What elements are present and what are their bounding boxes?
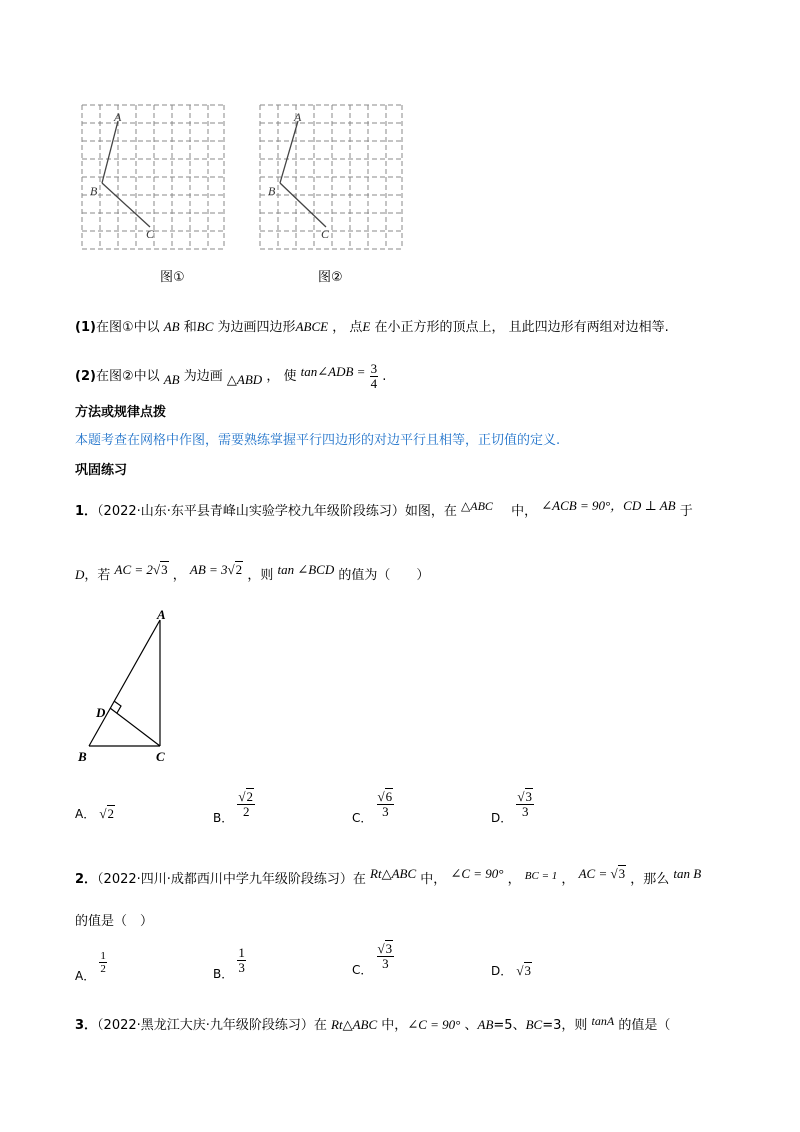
question-2-line-1 [75,866,702,889]
option-denominator: 2 [242,804,250,819]
ab-label: AB [477,1017,494,1032]
triangle-abc-label: △ABC [461,499,493,513]
option-label: D． [491,811,513,825]
option-denominator: 2 [100,963,106,975]
q1-option-c[interactable] [352,789,394,825]
angle-c-condition: ∠C = 90° [407,1017,461,1032]
segment-ab [102,121,118,183]
option-radicand: 6 [385,789,393,804]
q2-option-b[interactable] [213,945,246,981]
part-1-text-c: 为边画四边形 [217,320,296,335]
task-part-1 [75,318,669,337]
part-1-text-e: 在小正方形的顶点上， 且此四边形有两组对边相等. [374,320,669,335]
question-3-number: 3． [75,1018,98,1033]
bc-label: BC [525,1017,543,1032]
fraction-numerator: 3 [370,361,378,376]
option-radicand: 2 [107,806,114,821]
ac-radicand: 3 [618,866,626,881]
diagram-label-d: D [96,705,106,720]
rt-triangle-label: Rt△ABC [331,1017,378,1032]
side-ab [89,620,160,746]
altitude-cd [110,708,160,746]
tan-bcd-expression: tan ∠BCD [277,562,335,577]
option-value [237,790,255,819]
segment-bc [280,183,326,227]
option-numerator: √6 [377,789,393,804]
segment-ab-label: AB [163,372,180,387]
part-2-text-a: 在图②中以 [95,369,160,384]
question-2-source: （2022·四川·成都西川中学九年级阶段练习）在 [97,872,366,887]
question-1-diagram [72,606,182,766]
part-2-text-b: 为边画 [183,369,223,384]
ac-sqrt: √3 [610,866,626,881]
q1-option-d[interactable] [491,789,534,825]
question-3-text-d: =3，则 [542,1018,588,1033]
question-3-text-b: 、 [464,1018,478,1033]
tan-a-expression: tanA [591,1014,615,1028]
option-numerator: 1 [238,945,245,960]
ac-value-prefix: AC = [578,866,611,881]
q1-option-a[interactable] [75,805,115,824]
diagram-label-b: B [78,749,87,764]
triangle-abd-label: △ABD [226,372,263,387]
ac-value [115,562,169,577]
segment-bc-label: BC [196,319,214,334]
option-denominator: 3 [382,804,389,819]
part-2-number: (2) [75,369,96,384]
option-label: C． [352,963,373,977]
option-numerator: √3 [377,941,393,956]
grid-figure-1 [80,103,226,253]
question-2-text-c: ， [561,872,575,887]
option-label: C． [352,811,373,825]
question-3-text-a: 中， [381,1018,408,1033]
rt-triangle-label: Rt△ABC [370,866,417,881]
question-3-source: （2022·黑龙江大庆·九年级阶段练习）在 [97,1018,327,1033]
question-2-text-a: 中， [420,872,447,887]
diagram-label-a: A [157,607,166,622]
figure-2-caption: 图② [318,270,343,285]
task-part-2 [75,362,386,391]
fraction-three-quarters [370,362,379,391]
question-3-text-e: 的值是（ [618,1018,671,1033]
option-denominator: 3 [521,804,529,819]
question-3-line-1 [75,1016,670,1035]
option-radicand: 3 [524,963,532,978]
question-1-line-1 [75,498,693,521]
segment-ab [280,121,298,183]
option-label: A． [75,807,96,821]
part-1-text-a: 在图①中以 [95,320,160,335]
point-d-label: D [75,567,85,582]
part-1-text-d: ， 点 [332,320,363,335]
part-1-text-b: 和 [183,320,197,335]
ac-sqrt: √3 [152,562,168,577]
label-a: A [294,110,302,124]
angle-c-condition: ∠C = 90° [450,866,504,881]
ac-radicand: 3 [161,562,168,577]
segment-ab-label: AB [163,319,180,334]
question-2-text-d: ，那么 [630,872,670,887]
grid-figure-2 [258,103,404,253]
ab-value [190,562,243,577]
option-label: B． [213,967,234,981]
question-1-source: （2022·山东·东平县青峰山实验学校九年级阶段练习）如图，在 [97,504,457,519]
figure-1-caption: 图① [160,270,185,285]
method-text: 本题考查在网格中作图，需要熟练掌握平行四边形的对边平行且相等，正切值的定义. [75,433,561,448]
option-radicand: 3 [525,789,533,804]
option-denominator: 3 [382,956,389,971]
part-1-number: (1) [75,320,96,335]
ab-value-prefix: AB = 3 [189,562,228,577]
option-value [237,946,246,975]
option-numerator: √3 [517,789,533,804]
question-1-text-c: ，若 [84,568,111,583]
grid-figure-2-svg [258,103,404,253]
question-1-diagram-svg [72,606,182,766]
question-1-text-f: 的值为（ ） [338,568,430,583]
q2-option-a[interactable] [75,950,107,983]
question-2-text-b: ， [507,872,521,887]
q2-option-c[interactable] [352,941,394,977]
option-value [377,942,395,971]
question-1-text-e: ，则 [247,568,274,583]
diagram-label-c: C [156,749,165,764]
option-value: √3 [516,963,532,978]
ac-value [579,866,627,881]
q2-option-d[interactable] [491,962,532,981]
tan-b-expression: tan B [673,866,702,881]
question-1-line-2 [75,562,430,585]
ab-sqrt: √2 [227,562,243,577]
question-2-line-2: 的值是（ ） [75,914,154,929]
option-value [516,790,534,819]
option-label: B． [213,811,234,825]
ab-radicand: 2 [235,562,243,577]
question-1-text-a: 中， [511,504,538,519]
option-value: √2 [99,806,114,821]
question-3-text-c: =5、 [493,1018,526,1033]
option-value [99,950,107,975]
fraction-denominator: 4 [370,376,378,391]
label-b: B [90,184,98,198]
question-2-number: 2． [75,872,98,887]
option-numerator: 1 [100,950,106,962]
label-a: A [114,110,122,124]
option-radicand: 2 [246,789,254,804]
q1-option-b[interactable] [213,789,255,825]
part-2-text-c: ， 使 [266,369,297,384]
option-numerator: √2 [238,789,254,804]
tan-adb-expression: tan∠ADB = [300,364,366,379]
option-label: D． [491,964,513,978]
question-1-text-b: 于 [679,504,693,519]
option-label: A． [75,969,96,983]
option-denominator: 3 [238,960,245,975]
label-c: C [321,227,330,241]
label-c: C [146,227,155,241]
bc-value: BC = 1 [524,870,558,882]
option-radicand: 3 [385,941,393,956]
grid-figure-1-svg [80,103,226,253]
label-b: B [268,184,276,198]
point-e-label: E [362,319,371,334]
practice-heading: 巩固练习 [75,463,128,478]
part-2-text-d: . [382,369,387,384]
question-1-number: 1． [75,504,98,519]
quadrilateral-label: ABCE [295,319,329,334]
question-1-text-d: ， [172,568,186,583]
method-heading: 方法或规律点拨 [75,405,167,420]
option-value [377,790,395,819]
angle-acb-condition: ∠ACB = 90°，CD ⊥ AB [541,498,676,513]
ac-value-prefix: AC = 2 [114,562,153,577]
segment-bc [102,183,150,227]
